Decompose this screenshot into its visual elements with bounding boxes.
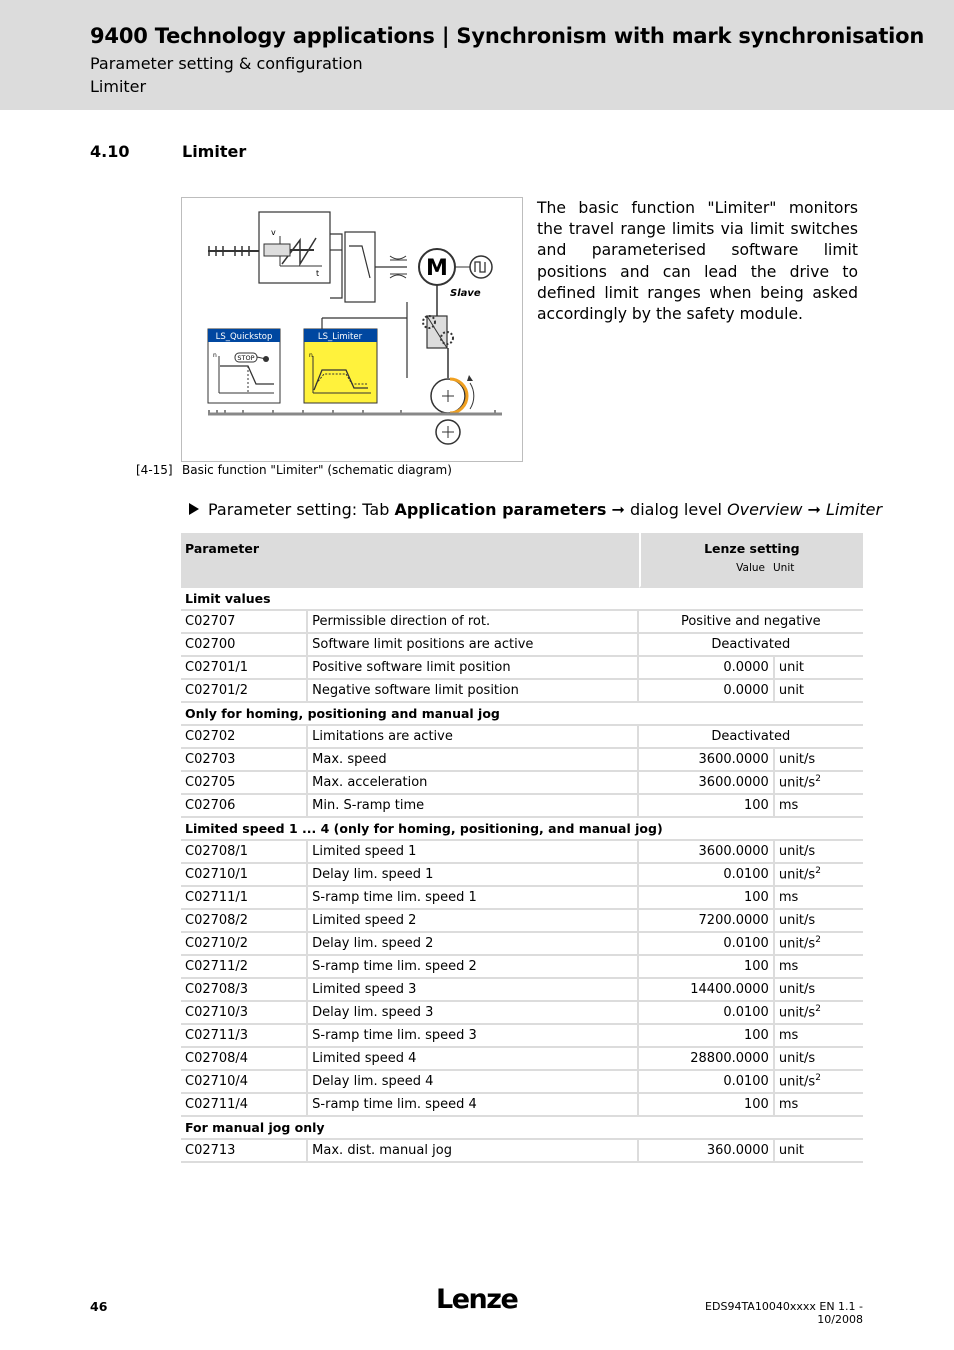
header-unit: Unit <box>773 562 795 574</box>
instruction-level1: Overview <box>727 500 803 519</box>
param-name: Limitations are active <box>308 726 638 749</box>
section-subtitle: Limiter <box>90 77 147 96</box>
lenze-logo: Lenze <box>436 1284 518 1315</box>
param-value: Deactivated <box>639 726 863 749</box>
table-row <box>181 864 863 887</box>
param-unit-cell <box>775 1025 863 1048</box>
table-row <box>181 772 863 795</box>
table-row <box>181 1025 863 1048</box>
param-unit-cell <box>775 680 863 703</box>
axis-v-label: v <box>271 228 276 237</box>
param-name: Delay lim. speed 4 <box>308 1071 638 1094</box>
param-unit: unit/s <box>778 1005 816 1021</box>
param-code: C02711/3 <box>181 1025 308 1048</box>
param-code: C02705 <box>181 772 308 795</box>
param-unit: unit/s <box>778 936 816 952</box>
param-value: 360.0000 <box>639 1140 775 1163</box>
param-unit: unit <box>778 660 805 675</box>
param-unit-cell <box>775 657 863 680</box>
page-header <box>0 0 954 110</box>
param-name: Limited speed 3 <box>308 979 638 1002</box>
param-name: S-ramp time lim. speed 1 <box>308 887 638 910</box>
arrow-right-icon: ➞ <box>807 500 821 519</box>
param-unit-cell <box>775 956 863 979</box>
group-title: Limit values <box>181 588 863 611</box>
unit-exponent: 2 <box>815 866 821 877</box>
table-row <box>181 680 863 703</box>
param-code: C02702 <box>181 726 308 749</box>
bullet-triangle-icon <box>189 503 199 515</box>
param-value: 0.0000 <box>639 680 775 703</box>
param-unit: unit/s <box>778 982 816 997</box>
table-group-row <box>181 1117 863 1140</box>
param-unit: unit/s <box>778 775 816 791</box>
table-row <box>181 749 863 772</box>
table-header-row <box>181 533 863 588</box>
header-lenze <box>639 533 863 588</box>
param-unit-cell <box>775 864 863 887</box>
param-code: C02701/2 <box>181 680 308 703</box>
param-code: C02710/3 <box>181 1002 308 1025</box>
table-row <box>181 634 863 657</box>
unit-exponent: 2 <box>815 1004 821 1015</box>
param-name: Permissible direction of rot. <box>308 611 638 634</box>
document-id: EDS94TA10040xxxx EN 1.1 - 10/2008 <box>705 1300 863 1326</box>
param-code: C02711/2 <box>181 956 308 979</box>
param-unit: unit/s <box>778 1051 816 1066</box>
param-value: 3600.0000 <box>639 772 775 795</box>
table-row <box>181 910 863 933</box>
arrow-right-icon: ➞ <box>611 500 625 519</box>
param-unit-cell <box>775 910 863 933</box>
param-value: 3600.0000 <box>639 841 775 864</box>
table-row <box>181 841 863 864</box>
param-code: C02710/1 <box>181 864 308 887</box>
table-row <box>181 1002 863 1025</box>
param-value: Positive and negative <box>639 611 863 634</box>
param-name: Delay lim. speed 3 <box>308 1002 638 1025</box>
param-code: C02707 <box>181 611 308 634</box>
parameter-table <box>181 533 863 1163</box>
group-title: Limited speed 1 ... 4 (only for homing, positioning, and manual jog) <box>181 818 863 841</box>
parameter-instruction <box>189 500 882 519</box>
limiter-axis-n: n <box>309 352 313 359</box>
param-unit-cell <box>775 772 863 795</box>
param-unit-cell <box>775 979 863 1002</box>
param-unit: ms <box>778 890 799 905</box>
param-code: C02708/2 <box>181 910 308 933</box>
param-name: Software limit positions are active <box>308 634 638 657</box>
unit-exponent: 2 <box>815 935 821 946</box>
table-row <box>181 1048 863 1071</box>
table-group-row <box>181 818 863 841</box>
figure-caption-number: [4-15] <box>136 463 173 477</box>
param-unit: ms <box>778 798 799 813</box>
param-value: 28800.0000 <box>639 1048 775 1071</box>
param-code: C02708/4 <box>181 1048 308 1071</box>
document-title: 9400 Technology applications | Synchronism with mark synchronisation <box>90 24 925 48</box>
axis-t-label: t <box>316 269 320 278</box>
param-value: 14400.0000 <box>639 979 775 1002</box>
table-row <box>181 795 863 818</box>
param-code: C02713 <box>181 1140 308 1163</box>
table-row <box>181 979 863 1002</box>
stop-label: STOP <box>237 354 255 362</box>
param-name: Max. speed <box>308 749 638 772</box>
param-unit: unit/s <box>778 913 816 928</box>
param-name: Delay lim. speed 1 <box>308 864 638 887</box>
intro-paragraph: The basic function "Limiter" monitors the travel range limits via limit switches and parameterised software limit positions and can lead the drive to defined limit ranges when being asked accordingly by the safety module. <box>537 199 858 324</box>
slave-label: Slave <box>450 288 481 299</box>
param-value: 0.0100 <box>639 864 775 887</box>
param-value: Deactivated <box>639 634 863 657</box>
param-value: 0.0100 <box>639 1071 775 1094</box>
param-unit: unit <box>778 1143 805 1158</box>
quickstop-label: LS_Quickstop <box>215 332 273 342</box>
instruction-level2: Limiter <box>826 500 883 519</box>
param-value: 3600.0000 <box>639 749 775 772</box>
param-code: C02701/1 <box>181 657 308 680</box>
param-value: 0.0100 <box>639 933 775 956</box>
param-name: S-ramp time lim. speed 2 <box>308 956 638 979</box>
limiter-label: LS_Limiter <box>317 332 363 342</box>
param-name: S-ramp time lim. speed 3 <box>308 1025 638 1048</box>
param-unit: unit/s <box>778 844 816 859</box>
param-name: Max. acceleration <box>308 772 638 795</box>
instruction-tab: Application parameters <box>394 500 607 519</box>
param-value: 0.0100 <box>639 1002 775 1025</box>
param-name: Delay lim. speed 2 <box>308 933 638 956</box>
table-row <box>181 726 863 749</box>
param-name: Limited speed 2 <box>308 910 638 933</box>
param-unit-cell <box>775 841 863 864</box>
section-number: 4.10 <box>90 142 130 161</box>
param-unit: ms <box>778 1097 799 1112</box>
param-unit: ms <box>778 1028 799 1043</box>
table-row <box>181 956 863 979</box>
param-code: C02711/1 <box>181 887 308 910</box>
unit-exponent: 2 <box>815 1073 821 1084</box>
header-parameter: Parameter <box>181 533 639 588</box>
unit-exponent: 2 <box>815 774 821 785</box>
param-unit-cell <box>775 1071 863 1094</box>
page-number: 46 <box>90 1299 108 1314</box>
table-row <box>181 1094 863 1117</box>
param-unit-cell <box>775 1094 863 1117</box>
param-name: S-ramp time lim. speed 4 <box>308 1094 638 1117</box>
table-row <box>181 933 863 956</box>
table-group-row <box>181 703 863 726</box>
table-row <box>181 1071 863 1094</box>
quickstop-axis-n: n <box>213 352 217 359</box>
param-name: Limited speed 1 <box>308 841 638 864</box>
param-code: C02710/4 <box>181 1071 308 1094</box>
table-row <box>181 887 863 910</box>
table-group-row <box>181 588 863 611</box>
table-row <box>181 657 863 680</box>
table-row <box>181 1140 863 1163</box>
param-code: C02710/2 <box>181 933 308 956</box>
param-value: 100 <box>639 887 775 910</box>
param-unit: ms <box>778 959 799 974</box>
param-value: 100 <box>639 1025 775 1048</box>
param-value: 100 <box>639 956 775 979</box>
param-value: 100 <box>639 1094 775 1117</box>
param-code: C02706 <box>181 795 308 818</box>
param-unit-cell <box>775 933 863 956</box>
param-name: Negative software limit position <box>308 680 638 703</box>
param-code: C02703 <box>181 749 308 772</box>
instruction-middle: dialog level <box>630 500 722 519</box>
figure-caption: Basic function "Limiter" (schematic diagram) <box>182 463 452 477</box>
param-name: Limited speed 4 <box>308 1048 638 1071</box>
section-title: Limiter <box>182 142 247 161</box>
group-title: For manual jog only <box>181 1117 863 1140</box>
header-value: Value <box>736 562 765 574</box>
header-lenze-title: Lenze setting <box>704 541 800 556</box>
param-unit: unit/s <box>778 752 816 767</box>
group-title: Only for homing, positioning and manual jog <box>181 703 863 726</box>
param-value: 100 <box>639 795 775 818</box>
param-code: C02711/4 <box>181 1094 308 1117</box>
motor-label: M <box>426 256 448 281</box>
param-unit: unit/s <box>778 867 816 883</box>
schematic-diagram <box>181 197 523 462</box>
param-unit-cell <box>775 795 863 818</box>
param-name: Positive software limit position <box>308 657 638 680</box>
chapter-subtitle: Parameter setting & configuration <box>90 54 363 73</box>
param-unit: unit/s <box>778 1074 816 1090</box>
param-name: Min. S-ramp time <box>308 795 638 818</box>
param-value: 0.0000 <box>639 657 775 680</box>
param-unit-cell <box>775 887 863 910</box>
param-unit-cell <box>775 1048 863 1071</box>
param-value: 7200.0000 <box>639 910 775 933</box>
param-unit-cell <box>775 1140 863 1163</box>
table-row <box>181 611 863 634</box>
param-unit-cell <box>775 1002 863 1025</box>
param-code: C02708/3 <box>181 979 308 1002</box>
param-code: C02708/1 <box>181 841 308 864</box>
instruction-prefix: Parameter setting: Tab <box>208 500 390 519</box>
param-code: C02700 <box>181 634 308 657</box>
param-unit-cell <box>775 749 863 772</box>
param-name: Max. dist. manual jog <box>308 1140 638 1163</box>
param-unit: unit <box>778 683 805 698</box>
